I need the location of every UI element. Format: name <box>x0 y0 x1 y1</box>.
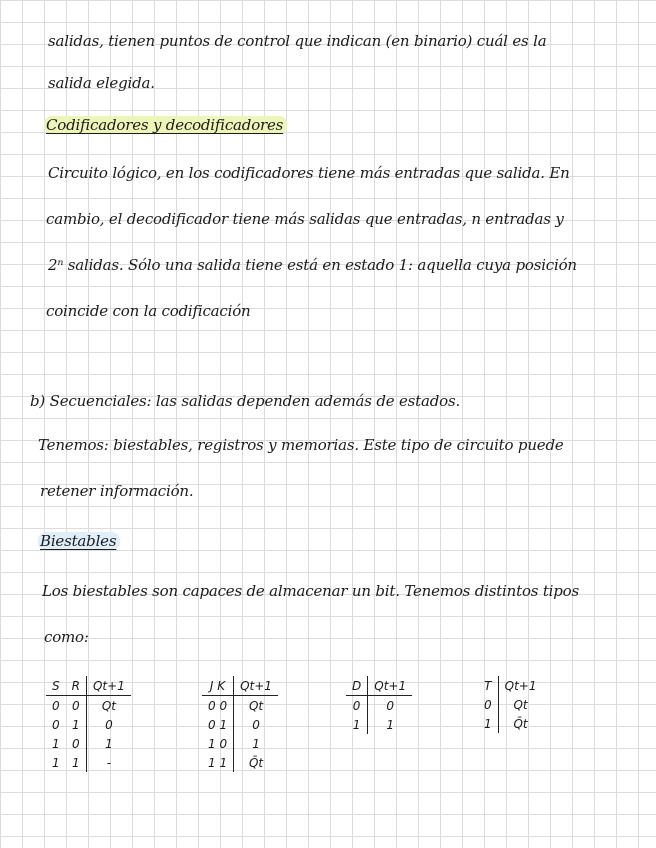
table-cell: 1 <box>484 716 492 731</box>
table-row <box>46 715 131 734</box>
table-cell: 0 <box>52 717 60 732</box>
table-header: Qt+1 <box>498 676 542 695</box>
truth-table-d <box>346 676 412 734</box>
table-cell: Qt <box>86 696 130 716</box>
table-cell: 1 <box>52 755 60 770</box>
text-line-6: coincide con la codificación <box>46 302 251 320</box>
table-header: Qt+1 <box>86 676 130 696</box>
table-cell: 0 <box>86 715 130 734</box>
table-row <box>478 714 542 733</box>
table-cell: 1 0 <box>208 736 228 751</box>
text-line-5: 2ⁿ salidas. Sólo una salida tiene está en estado 1: aquella cuya posición <box>48 256 577 274</box>
table-row <box>346 696 412 716</box>
truth-table-sr <box>46 676 131 772</box>
table-cell: Q̄t <box>498 714 542 733</box>
text-line-4: cambio, el decodificador tiene más salidas que entradas, n entradas y <box>46 210 564 228</box>
table-row <box>202 753 278 772</box>
heading-biestables: Biestables <box>38 532 120 550</box>
table-row <box>202 734 278 753</box>
table-cell: 1 <box>52 736 60 751</box>
table-cell: 1 <box>234 734 278 753</box>
table-row <box>202 715 278 734</box>
table-row <box>346 715 412 734</box>
text-line-1: salidas, tienen puntos de control que indican (en binario) cuál es la <box>48 32 547 50</box>
table-row <box>46 753 131 772</box>
text-line-3: Circuito lógico, en los codificadores tiene más entradas que salida. En <box>48 164 570 182</box>
table-cell: 1 <box>368 715 412 734</box>
table-row <box>478 695 542 714</box>
table-header: R <box>66 676 87 696</box>
text-line-secuenciales: b) Secuenciales: las salidas dependen además de estados. <box>30 392 461 410</box>
table-header: Qt+1 <box>234 676 278 696</box>
table-cell: 1 <box>71 717 80 732</box>
text-line-8: Tenemos: biestables, registros y memorias. Este tipo de circuito puede <box>38 436 564 454</box>
table-cell: 0 0 <box>208 698 228 713</box>
table-cell: 0 <box>368 696 412 716</box>
table-cell: - <box>86 753 130 772</box>
text-line-11: como: <box>44 628 89 646</box>
table-row <box>46 696 131 716</box>
table-cell: 0 <box>71 698 80 713</box>
table-cell: 0 1 <box>208 717 228 732</box>
text-line-2: salida elegida. <box>48 74 155 92</box>
table-cell: 1 <box>352 717 361 732</box>
truth-table-t <box>478 676 542 733</box>
table-header: T <box>484 678 492 693</box>
truth-table-jk <box>202 676 278 772</box>
table-cell: Qt <box>234 696 278 716</box>
table-cell: 0 <box>352 698 361 713</box>
table-cell: 1 <box>71 755 80 770</box>
table-cell: Q̄t <box>234 753 278 772</box>
table-cell: 0 <box>234 715 278 734</box>
table-header: D <box>346 676 368 696</box>
table-cell: Qt <box>498 695 542 714</box>
table-cell: 0 <box>52 698 60 713</box>
heading-codificadores: Codificadores y decodificadores <box>44 116 287 134</box>
table-cell: 1 <box>86 734 130 753</box>
table-row <box>202 696 278 716</box>
table-header: J K <box>202 676 234 696</box>
text-line-9: retener información. <box>40 482 194 500</box>
table-cell: 1 1 <box>208 755 228 770</box>
table-cell: 0 <box>71 736 80 751</box>
table-header: S <box>46 676 66 696</box>
table-cell: 0 <box>484 697 492 712</box>
table-row <box>46 734 131 753</box>
text-line-10: Los biestables son capaces de almacenar un bit. Tenemos distintos tipos <box>42 582 579 600</box>
table-header: Qt+1 <box>368 676 412 696</box>
